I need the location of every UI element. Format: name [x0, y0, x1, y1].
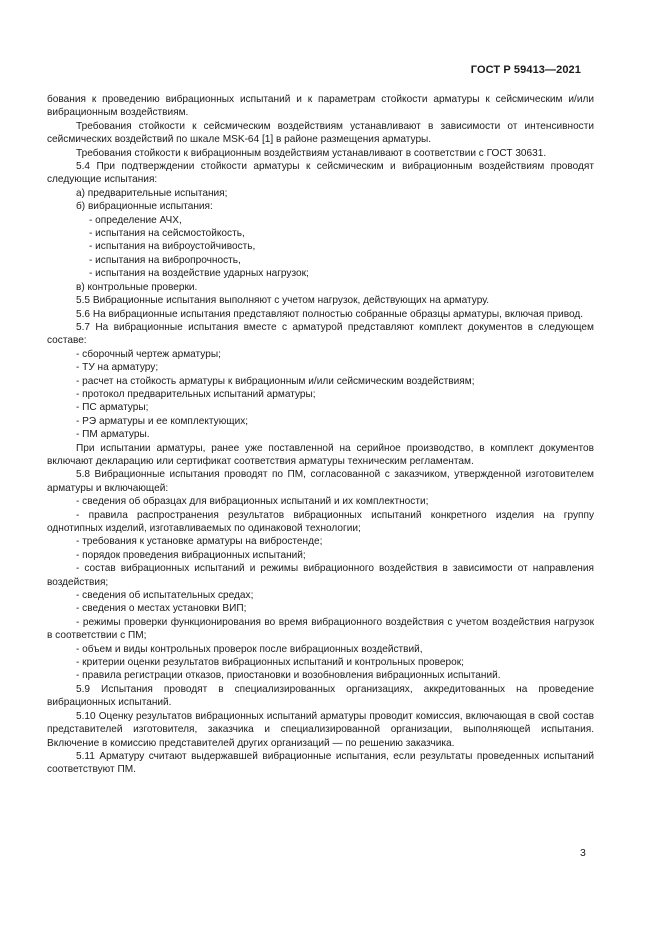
paragraph-seismic-requirements: Требования стойкости к сейсмическим воздействиям устанавливают в зависимости от интенсивности сейсмических воздействий по шкале MSK-64 [1] в районе размещения арматуры. — [47, 120, 594, 146]
clause-5-8: 5.8 Вибрационные испытания проводят по ПМ, согласованной с заказчиком, утвержденной изготовителем арматуры и включающей: — [47, 469, 594, 494]
list-item: - сведения о местах установки ВИП; — [76, 603, 247, 615]
list-item: - определение АЧХ, — [89, 214, 182, 226]
list-item: - правила регистрации отказов, приостановки и возобновления вибрационных испытаний. — [76, 670, 501, 682]
list-item: - правила распространения результатов вибрационных испытаний конкретного изделия на группу однотипных изделий, изготавливаемых по одинаковой технологии; — [47, 509, 594, 534]
paragraph-serial-production: При испытании арматуры, ранее уже поставленной на серийное производство, в комплект документов включают декларацию или сертификат соответствия арматуры техническим регламентам. — [47, 442, 594, 467]
clause-5-9: 5.9 Испытания проводят в специализированных организациях, аккредитованных на проведение вибрационных испытаний. — [47, 683, 594, 709]
list-item: б) вибрационные испытания: — [76, 201, 213, 213]
list-item: - испытания на вибропрочность, — [89, 254, 241, 266]
paragraph-vibration-requirements: Требования стойкости к вибрационным воздействиям устанавливают в соответствии с ГОСТ 30631. — [76, 147, 547, 159]
list-item: - требования к установке арматуры на вибростенде; — [76, 536, 323, 548]
document-body — [47, 93, 594, 777]
clause-5-7: 5.7 На вибрационные испытания вместе с арматурой представляют комплект документов в следующем составе: — [47, 321, 594, 347]
list-item: - объем и виды контрольных проверок после вибрационных воздействий, — [76, 643, 423, 655]
page-number: 3 — [580, 847, 586, 859]
clause-5-10: 5.10 Оценку результатов вибрационных испытаний арматуры проводит комиссия, включающая в свой состав представителей изготовителя, заказчика и специализированной организации, выполняющей испытания. Включение в комиссию представителей других организаций — по решению заказчика. — [47, 710, 594, 749]
list-item: - испытания на виброустойчивость, — [89, 241, 256, 253]
list-item: - испытания на сейсмостойкость, — [89, 228, 245, 240]
clause-5-4: 5.4 При подтверждении стойкости арматуры к сейсмическим и вибрационным воздействиям проводят следующие испытания: — [47, 161, 594, 186]
list-item: в) контрольные проверки. — [76, 281, 198, 293]
list-item: - ПМ арматуры. — [76, 429, 150, 441]
clause-5-5: 5.5 Вибрационные испытания выполняют с учетом нагрузок, действующих на арматуру. — [76, 295, 490, 307]
list-item: - режимы проверки функционирования во время вибрационного воздействия с учетом воздействия нагрузок в соответствии с ПМ; — [47, 616, 594, 642]
list-item: - состав вибрационных испытаний и режимы вибрационного воздействия в зависимости от направления воздействия; — [47, 563, 594, 588]
list-item: - ТУ на арматуру; — [76, 362, 159, 374]
list-item: - порядок проведения вибрационных испытаний; — [76, 549, 306, 561]
clause-5-11: 5.11 Арматуру считают выдержавшей вибрационные испытания, если результаты проведенных испытаний соответствуют ПМ. — [47, 750, 594, 776]
list-item: - сборочный чертеж арматуры; — [76, 348, 221, 360]
list-item: - протокол предварительных испытаний арматуры; — [76, 388, 316, 400]
paragraph-continuation: бования к проведению вибрационных испытаний и к параметрам стойкости арматуры к сейсмическим и/или вибрационным воздействиям. — [47, 94, 594, 119]
list-item: - сведения об испытательных средах; — [76, 590, 254, 602]
list-item: - сведения об образцах для вибрационных испытаний и их комплектности; — [76, 496, 429, 508]
list-item: - ПС арматуры; — [76, 402, 149, 414]
document-header: ГОСТ Р 59413—2021 — [470, 64, 581, 76]
list-item: - РЭ арматуры и ее комплектующих; — [76, 415, 249, 427]
list-item: - расчет на стойкость арматуры к вибрационным и/или сейсмическим воздействиям; — [76, 375, 475, 387]
clause-5-6: 5.6 На вибрационные испытания представляют полностью собранные образцы арматуры, включая привод. — [76, 308, 584, 320]
list-item: - критерии оценки результатов вибрационных испытаний и контрольных проверок; — [76, 657, 464, 669]
list-item: - испытания на воздействие ударных нагрузок; — [89, 268, 309, 280]
list-item: а) предварительные испытания; — [76, 187, 228, 199]
